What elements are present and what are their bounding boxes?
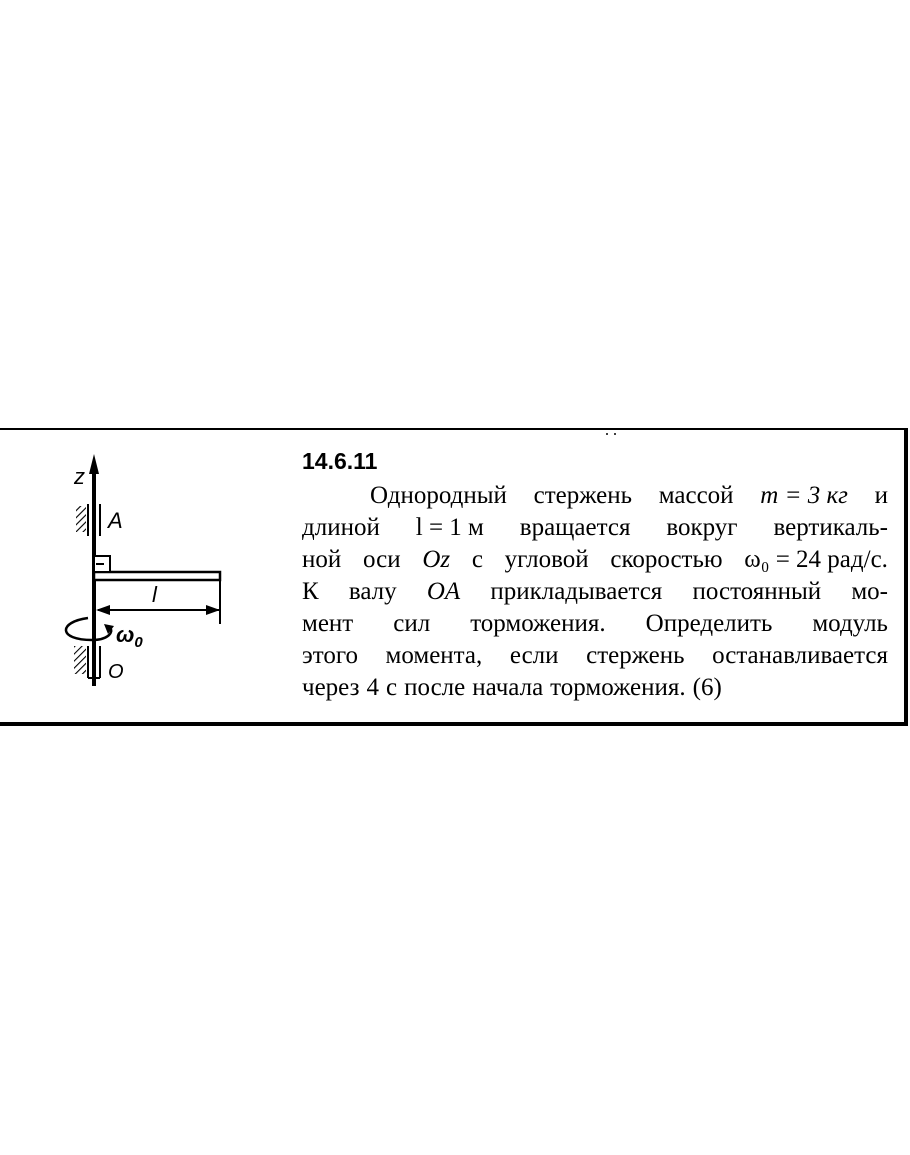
rotation-arrow (66, 618, 114, 640)
angular-velocity-formula: ω₀ = 24 рад/с. (744, 546, 888, 573)
word: с (471, 546, 483, 573)
word: торможения. (550, 674, 686, 701)
word: валу (348, 578, 397, 605)
rod-length-label: l (152, 582, 157, 607)
shaft-symbol: OA (426, 578, 461, 605)
statement-line (302, 544, 888, 576)
axis-symbol: Oz (422, 546, 451, 573)
word: мо- (851, 578, 888, 605)
word: вокруг (666, 514, 738, 541)
word: и (874, 482, 888, 509)
statement-line (302, 512, 888, 544)
word: момента, (385, 642, 483, 669)
problem-statement (302, 480, 888, 704)
word: стержень (533, 482, 633, 509)
word: останавливается (712, 642, 888, 669)
word: прикладывается (490, 578, 663, 605)
word: Определить (645, 610, 773, 637)
horizontal-rod (94, 556, 220, 580)
answer-number: (6) (692, 674, 722, 701)
word: модуль (812, 610, 888, 637)
word: вертикаль- (773, 514, 888, 541)
point-o-label: O (108, 661, 124, 683)
problem-number: 14.6.11 (302, 448, 378, 474)
word: с (385, 674, 398, 701)
word: Однородный (370, 482, 507, 509)
word: оси (362, 546, 401, 573)
word: ной (302, 546, 342, 573)
statement-line (302, 608, 888, 640)
length-dimension (96, 580, 220, 624)
bottom-bearing (74, 646, 100, 678)
statement-line (302, 672, 888, 704)
scan-speck (605, 432, 621, 436)
statement-line (302, 576, 888, 608)
word: К (302, 578, 319, 605)
word: 4 (366, 674, 379, 701)
length-formula: l = 1 м (415, 514, 484, 541)
word: скоростью (610, 546, 723, 573)
word: сил (393, 610, 431, 637)
point-a-label: A (108, 508, 123, 533)
word: через (302, 674, 360, 701)
omega-label: $\omega_0$ (116, 622, 143, 651)
word: начала (472, 674, 544, 701)
word: мент (302, 610, 354, 637)
word: постоянный (692, 578, 822, 605)
statement-line (302, 480, 888, 512)
word: вращается (519, 514, 631, 541)
word: стержень (586, 642, 685, 669)
word: после (404, 674, 466, 701)
z-axis-label: z (74, 464, 85, 489)
word: массой (658, 482, 734, 509)
top-bearing (76, 504, 100, 536)
rotating-rod-diagram (48, 446, 238, 696)
word: угловой (504, 546, 589, 573)
word: длиной (302, 514, 380, 541)
word: торможения. (470, 610, 606, 637)
mass-formula: m = 3 кг (760, 482, 848, 509)
statement-line (302, 640, 888, 672)
word: этого (302, 642, 358, 669)
word: если (509, 642, 559, 669)
